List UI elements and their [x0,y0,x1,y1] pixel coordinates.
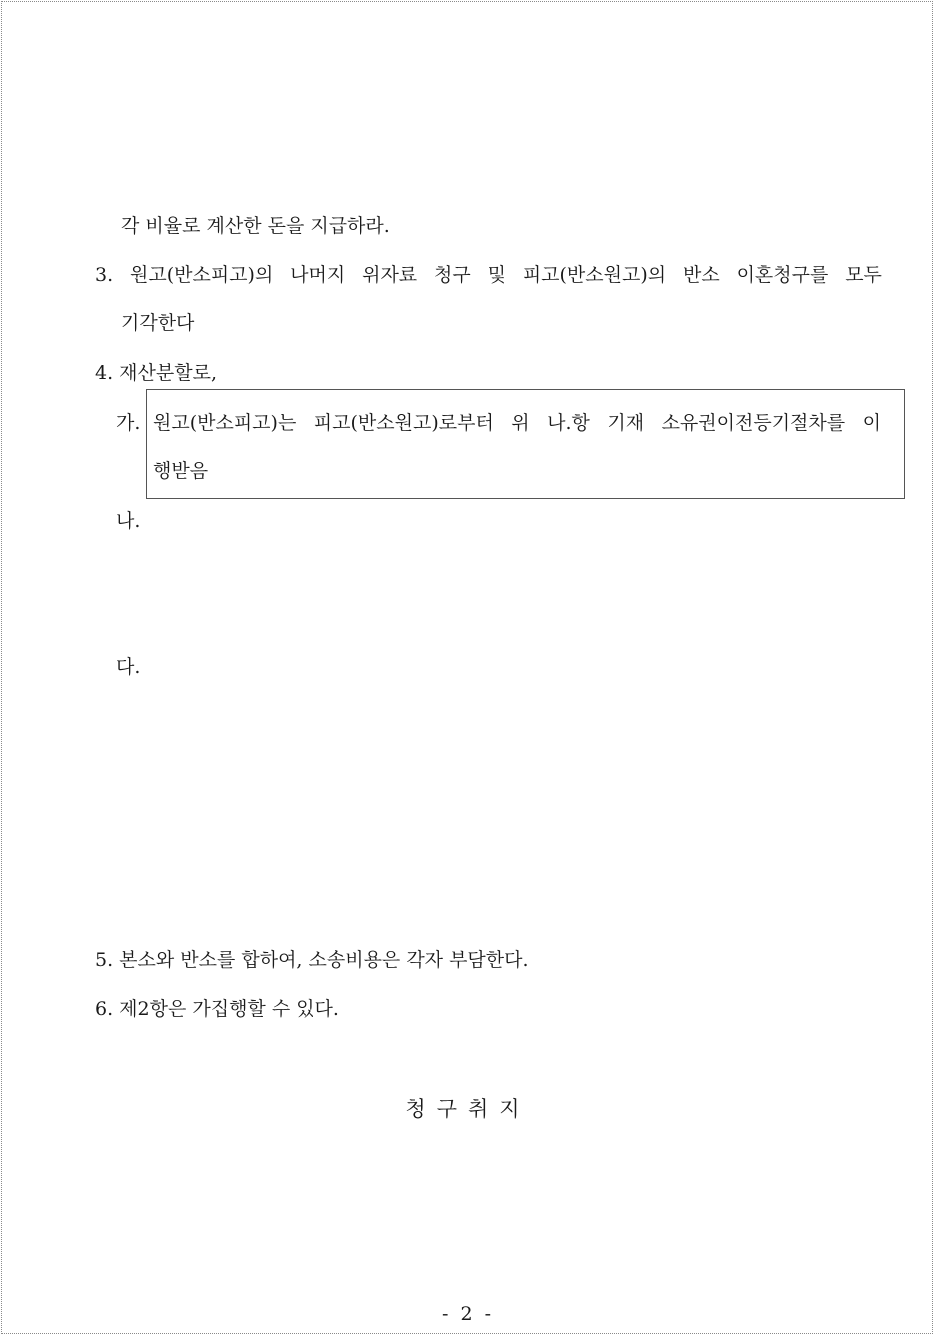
sub-item-da-label: 다. [116,656,141,678]
item-3-word: 모두 [845,264,882,286]
item-3-word: 반소 [682,264,720,286]
item-3-word: 위자료 [362,264,418,286]
sub-item-ga-word: 기재 [607,412,645,434]
page-frame [1,1,933,1334]
sub-item-ga-line-2: 행받음 [153,460,209,482]
sub-item-ga-label: 가. [116,412,141,434]
item-5: 5. 본소와 반소를 합하여, 소송비용은 각자 부담한다. [95,949,529,971]
sub-item-ga-word: 이 [862,412,881,434]
item-4-heading: 4. 재산분할로, [95,362,217,384]
sub-item-ga-line-1 [153,411,881,435]
sub-item-na-label: 나. [116,510,141,532]
item-3-word: 및 [487,264,506,286]
item-3-word: 피고(반소원고)의 [522,264,667,286]
item-3-word: 이혼청구를 [736,264,829,286]
item-3-line-2: 기각한다 [121,312,195,334]
section-heading: 청구취지 [405,1097,531,1121]
sub-item-ga-word: 원고(반소피고)는 [153,412,297,434]
sub-item-ga-box [146,389,905,499]
continuation-text: 각 비율로 계산한 돈을 지급하라. [121,215,390,237]
item-3-word: 원고(반소피고)의 [130,264,274,286]
item-3-line-1 [95,263,882,287]
page-number: - 2 - [441,1303,494,1325]
sub-item-ga-word: 피고(반소원고)로부터 [313,412,494,434]
sub-item-ga-word: 위 [511,412,530,434]
item-3-word: 3. [95,264,114,286]
sub-item-ga-word: 나.항 [547,412,590,434]
sub-item-ga-word: 소유권이전등기절차를 [661,412,846,434]
item-6: 6. 제2항은 가집행할 수 있다. [95,998,339,1020]
item-3-word: 청구 [434,264,471,286]
item-3-word: 나머지 [290,264,346,286]
